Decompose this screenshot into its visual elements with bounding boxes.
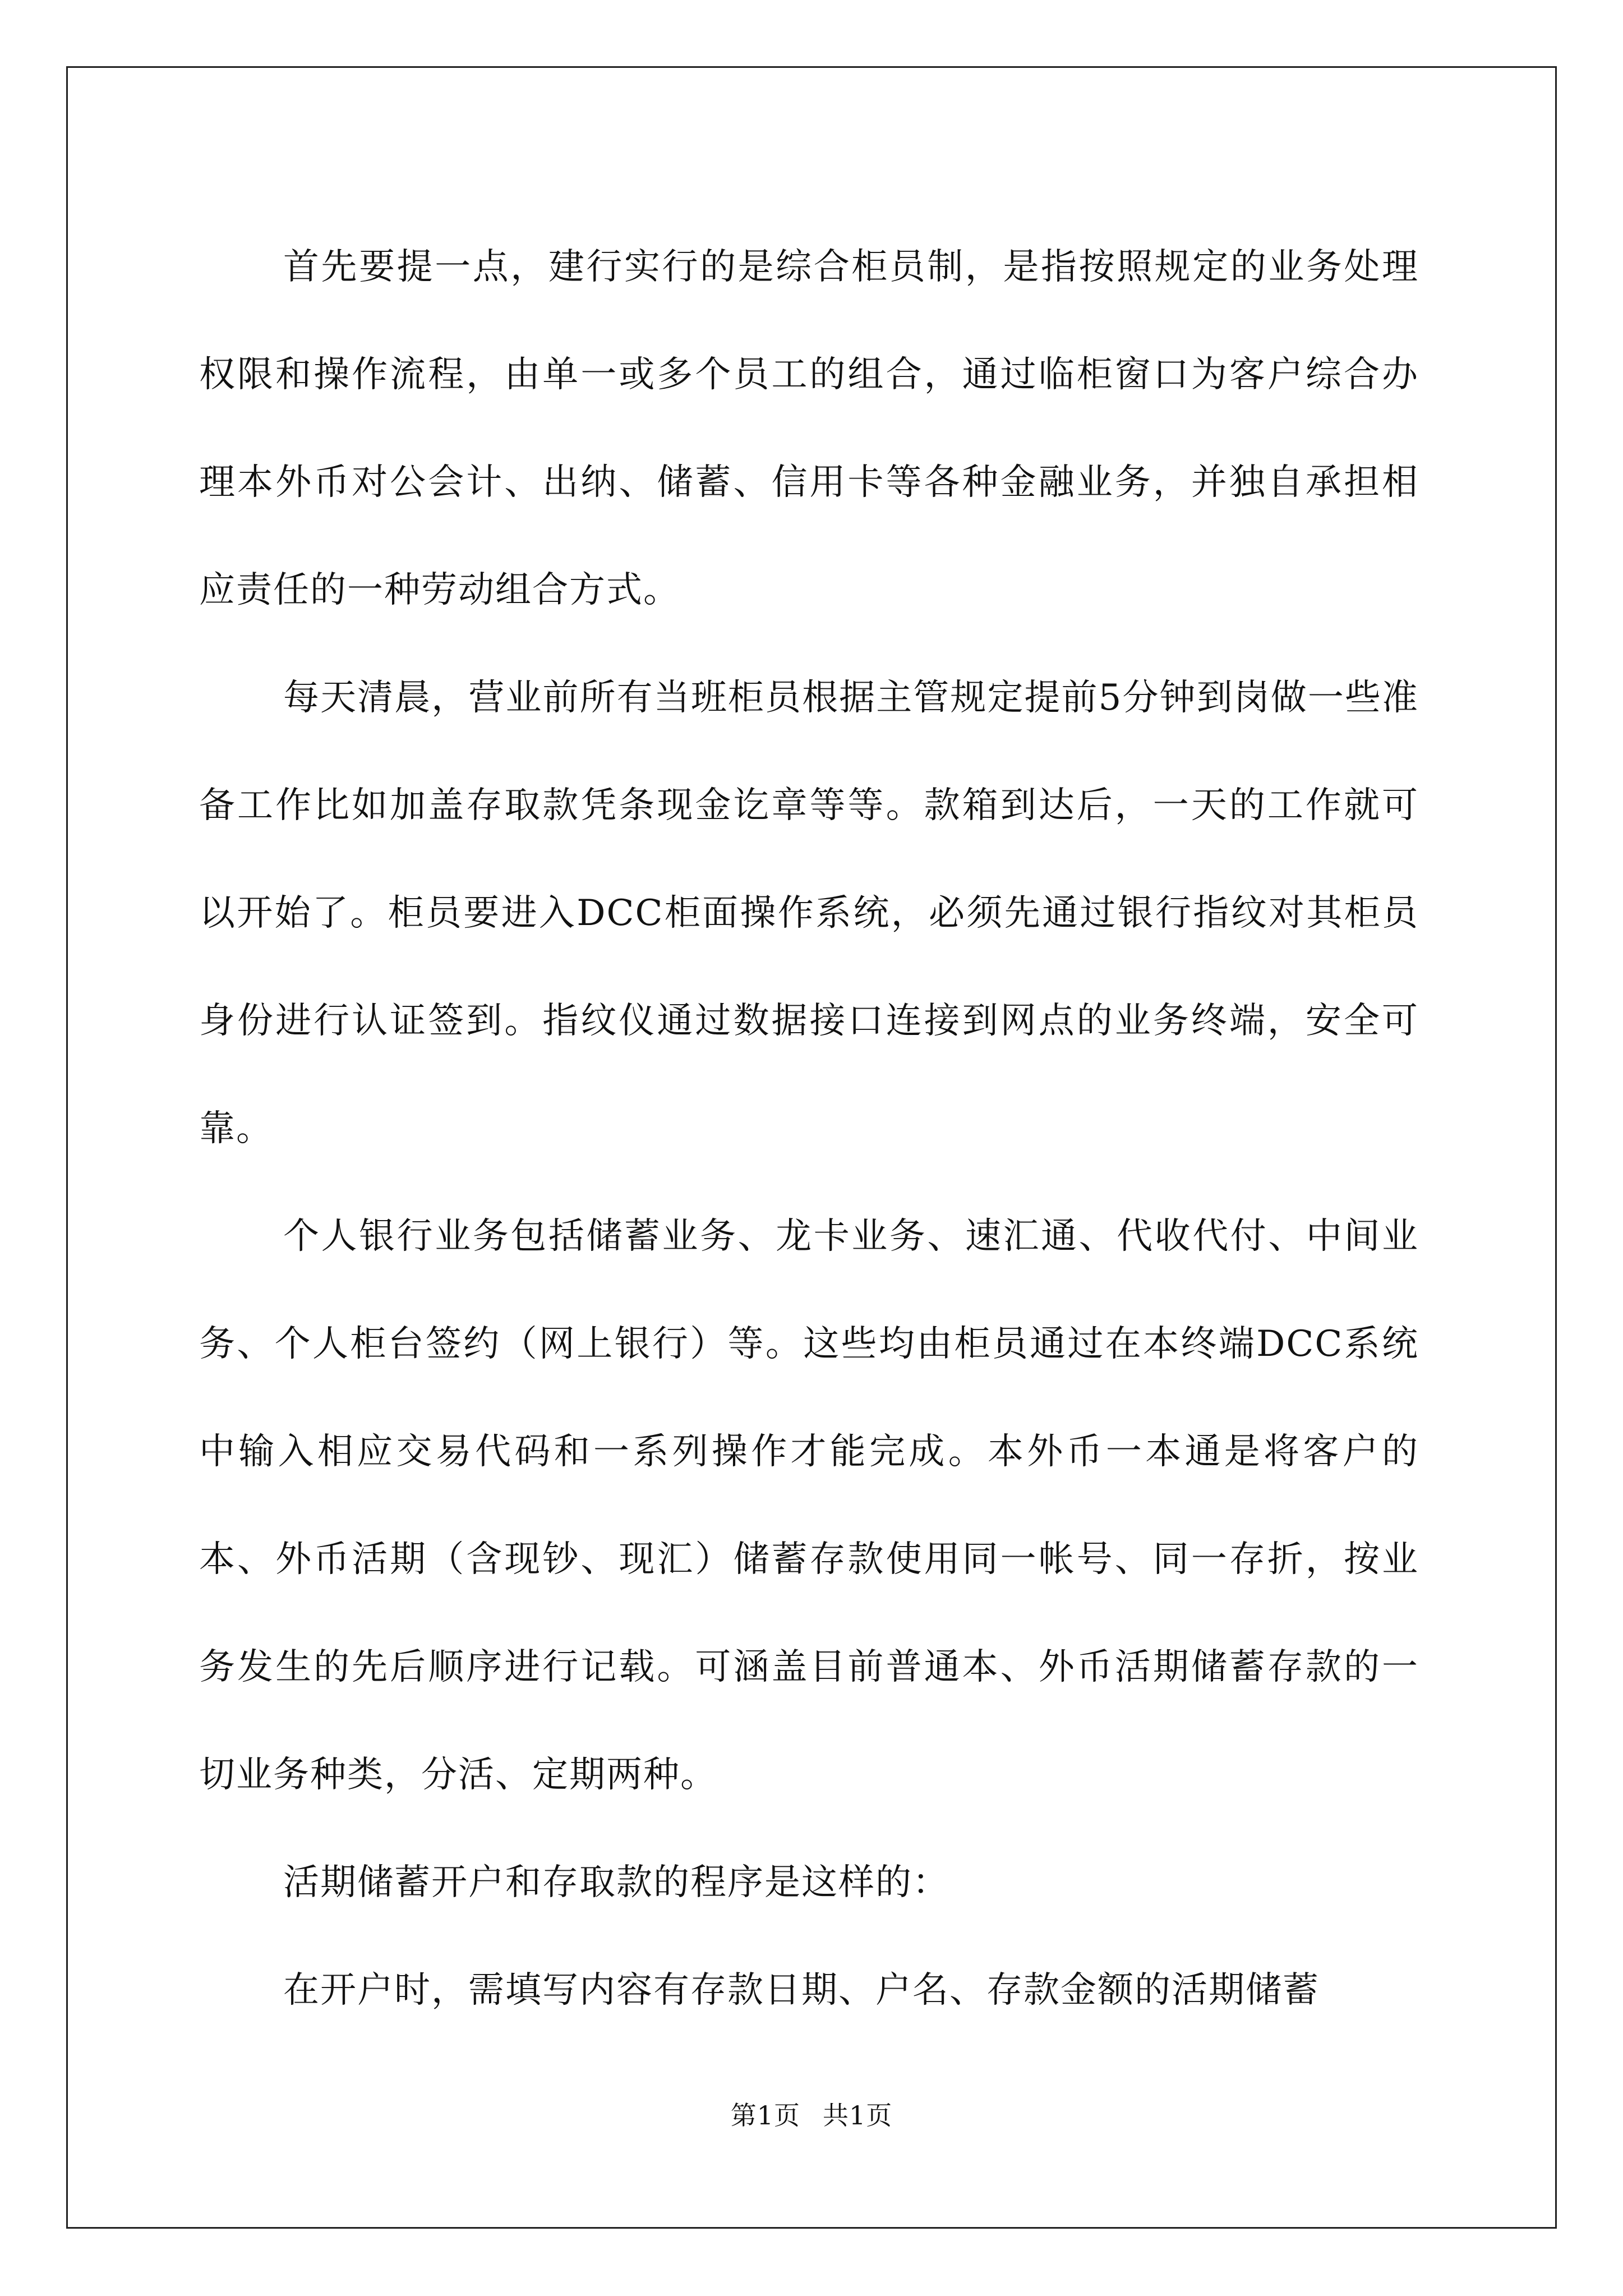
- paragraph: 每天清晨，营业前所有当班柜员根据主管规定提前5分钟到岗做一些准备工作比如加盖存取款凭条现金讫章等等。款箱到达后，一天的工作就可以开始了。柜员要进入DCC柜面操作系统，必须先通过银行指纹对其柜员身份进行认证签到。指纹仪通过数据接口连接到网点的业务终端，安全可靠。: [199, 677, 1419, 1149]
- page-footer: [0, 2095, 1623, 2132]
- paragraph: 首先要提一点，建行实行的是综合柜员制，是指按照规定的业务处理权限和操作流程，由单一或多个员工的组合，通过临柜窗口为客户综合办理本外币对公会计、出纳、储蓄、信用卡等各种金融业务，并独自承担相应责任的一种劳动组合方式。: [199, 246, 1419, 611]
- paragraph: 个人银行业务包括储蓄业务、龙卡业务、速汇通、代收代付、中间业务、个人柜台签约（网上银行）等。这些均由柜员通过在本终端DCC系统中输入相应交易代码和一系列操作才能完成。本外币一本通是将客户的本、外币活期（含现钞、现汇）储蓄存款使用同一帐号、同一存折，按业务发生的先后顺序进行记载。可涵盖目前普通本、外币活期储蓄存款的一切业务种类，分活、定期两种。: [199, 1216, 1419, 1796]
- paragraph: 活期储蓄开户和存取款的程序是这样的：: [283, 1862, 949, 1903]
- paragraph: 在开户时，需填写内容有存款日期、户名、存款金额的活期储蓄: [283, 1970, 1320, 2011]
- page-number: 第1页: [730, 2100, 800, 2131]
- page-total: 共1页: [823, 2100, 893, 2131]
- document-body: [199, 213, 1419, 2044]
